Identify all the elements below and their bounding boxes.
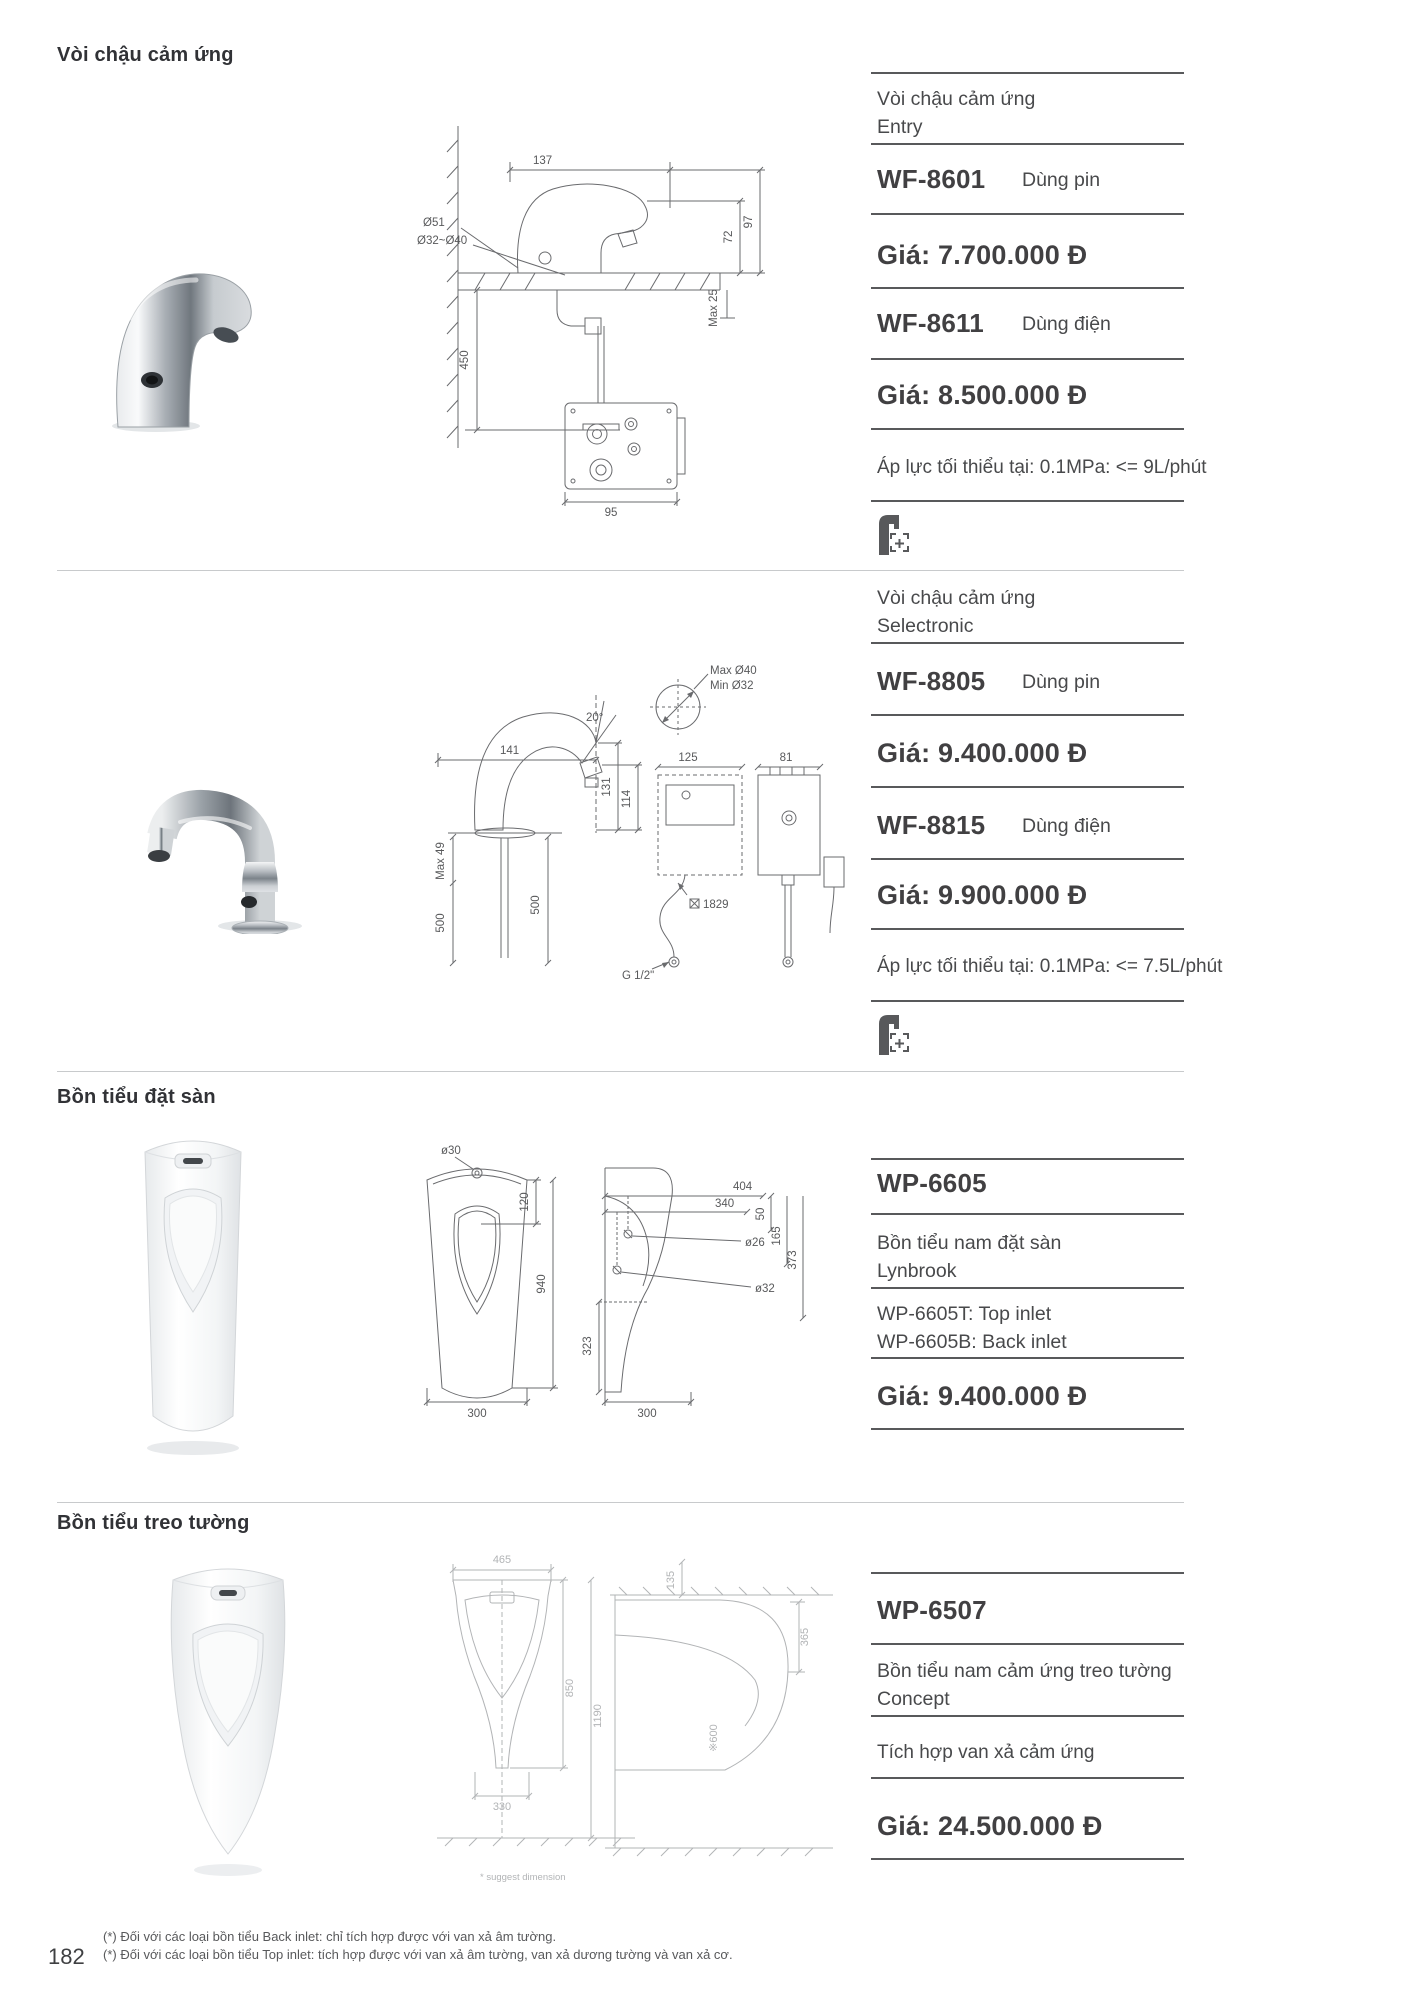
panel-rule	[871, 358, 1184, 360]
series-name-line1: Vòi chậu cảm ứng	[877, 587, 1036, 609]
section-title-voi-chau-cam-ung: Vòi chậu cảm ứng	[57, 44, 234, 66]
dim-label: 365	[799, 1627, 811, 1647]
dim-label: Ø32~Ø40	[417, 235, 468, 247]
dim-label: 340	[715, 1198, 735, 1210]
price: Giá: 8.500.000 Đ	[877, 380, 1088, 410]
dim-label: 1829	[703, 899, 729, 911]
model-code: WF-8601	[877, 164, 986, 194]
dim-label: 465	[492, 1554, 512, 1566]
panel-rule	[871, 1000, 1184, 1002]
product-photo-floor-urinal	[122, 1122, 264, 1458]
tech-drawing-selectronic-faucet	[390, 575, 860, 985]
feature-note: Tích hợp van xả cảm ứng	[877, 1742, 1095, 1763]
footnotes	[103, 1928, 733, 1963]
price: Giá: 9.400.000 Đ	[877, 1381, 1088, 1411]
dim-label: ※600	[708, 1724, 720, 1752]
dim-label: ø32	[755, 1283, 775, 1295]
sensor-faucet-icon	[877, 512, 911, 556]
panel-rule	[871, 1858, 1184, 1860]
dim-label: 95	[604, 507, 618, 519]
model-code: WP-6605	[877, 1168, 987, 1198]
pressure-note: Áp lực tối thiểu tại: 0.1MPa: <= 7.5L/phút	[877, 956, 1223, 977]
product-description-line1: Bồn tiểu nam đặt sàn	[877, 1232, 1062, 1254]
product-photo-selectronic-faucet	[108, 742, 333, 934]
dim-label: 120	[519, 1192, 531, 1212]
price: Giá: 24.500.000 Đ	[877, 1811, 1103, 1841]
dim-label: 300	[637, 1408, 657, 1420]
section-divider	[57, 1502, 1184, 1503]
dim-label: Ø51	[423, 217, 445, 229]
dim-label: 500	[530, 895, 542, 915]
panel-rule	[871, 1287, 1184, 1289]
panel-rule	[871, 1213, 1184, 1215]
variant-top-inlet: WP-6605T: Top inlet	[877, 1303, 1052, 1325]
model-code: WF-8611	[877, 308, 984, 338]
model-code: WP-6507	[877, 1595, 987, 1625]
dim-label: 500	[435, 913, 447, 933]
model-row	[877, 810, 1184, 844]
dim-label: 404	[733, 1181, 753, 1193]
power-type: Dùng điện	[1022, 815, 1111, 837]
model-code: WF-8805	[877, 666, 986, 696]
panel-rule	[871, 143, 1184, 145]
dim-label: Max 49	[435, 842, 447, 880]
model-row	[877, 1168, 1184, 1202]
variant-back-inlet: WP-6605B: Back inlet	[877, 1330, 1067, 1353]
dim-label: 323	[582, 1336, 594, 1356]
dim-label: ø30	[441, 1145, 461, 1157]
model-row	[877, 164, 1184, 198]
panel-rule	[871, 1715, 1184, 1717]
section-title-bon-tieu-dat-san: Bồn tiểu đặt sàn	[57, 1086, 216, 1108]
panel-rule	[871, 72, 1184, 74]
footnote-back-inlet: (*) Đối với các loại bồn tiểu Back inlet: chỉ tích hợp được với van xả âm tường.	[103, 1929, 557, 1944]
panel-rule	[871, 786, 1184, 788]
dim-label: 330	[492, 1801, 512, 1813]
section-divider	[57, 570, 1184, 571]
model-row	[877, 666, 1184, 700]
dim-label: 300	[467, 1408, 487, 1420]
panel-rule	[871, 1158, 1184, 1160]
dim-label: 850	[564, 1678, 576, 1698]
product-photo-wall-urinal	[152, 1548, 304, 1884]
dim-label: Max Ø40	[710, 665, 757, 677]
panel-rule	[871, 500, 1184, 502]
product-description	[877, 1230, 1061, 1285]
series-name	[877, 585, 1035, 640]
power-type: Dùng pin	[1022, 671, 1101, 693]
tech-drawing-entry-faucet	[415, 118, 775, 523]
pressure-note: Áp lực tối thiểu tại: 0.1MPa: <= 9L/phút	[877, 457, 1207, 478]
dim-label: 81	[779, 752, 793, 764]
section-divider	[57, 1071, 1184, 1072]
panel-rule	[871, 928, 1184, 930]
series-name	[877, 86, 1035, 141]
dim-label: Max 25	[708, 289, 720, 327]
dim-label: 137	[533, 155, 553, 167]
model-code: WF-8815	[877, 810, 986, 840]
panel-rule	[871, 1357, 1184, 1359]
dim-label: 72	[723, 230, 735, 244]
dim-label: 373	[787, 1250, 799, 1270]
product-description-line1: Bồn tiểu nam cảm ứng treo tường	[877, 1660, 1172, 1682]
dim-label: 940	[536, 1274, 548, 1294]
dim-label: 1190	[592, 1704, 604, 1728]
dim-label: 131	[601, 777, 613, 797]
panel-rule	[871, 858, 1184, 860]
series-name-line2: Selectronic	[877, 614, 974, 637]
series-name-line2: Entry	[877, 115, 923, 138]
panel-rule	[871, 714, 1184, 716]
dim-label: 450	[459, 350, 471, 370]
power-type: Dùng điện	[1022, 313, 1111, 335]
panel-rule	[871, 213, 1184, 215]
power-type: Dùng pin	[1022, 169, 1101, 191]
tech-drawing-wall-urinal	[395, 1540, 835, 1890]
panel-rule	[871, 642, 1184, 644]
model-row	[877, 308, 1184, 342]
dim-label: 20°	[586, 712, 604, 724]
dim-label: 125	[678, 752, 698, 764]
tech-drawing-floor-urinal	[415, 1140, 835, 1432]
dim-label: 141	[500, 745, 520, 757]
model-row	[877, 1595, 1184, 1629]
section-title-bon-tieu-treo-tuong: Bồn tiểu treo tường	[57, 1512, 250, 1534]
dim-label: G 1/2"	[622, 970, 655, 982]
series-name-line1: Vòi chậu cảm ứng	[877, 88, 1036, 110]
product-description-line2: Concept	[877, 1687, 950, 1710]
dim-label: 50	[755, 1207, 767, 1221]
dim-label: 165	[771, 1226, 783, 1246]
price: Giá: 9.400.000 Đ	[877, 738, 1088, 768]
panel-rule	[871, 1572, 1184, 1574]
drawing-caption: * suggest dimension	[480, 1872, 566, 1883]
footnote-top-inlet: (*) Đối với các loại bồn tiểu Top inlet: tích hợp được với van xả âm tường, van xả dương tường và van xả cơ.	[103, 1946, 733, 1962]
panel-rule	[871, 1643, 1184, 1645]
product-photo-entry-faucet	[100, 228, 265, 433]
panel-rule	[871, 1777, 1184, 1779]
panel-rule	[871, 428, 1184, 430]
page-number: 182	[48, 1944, 85, 1969]
dim-label: ø26	[745, 1237, 765, 1249]
dim-label: 97	[743, 215, 755, 229]
price: Giá: 9.900.000 Đ	[877, 880, 1088, 910]
panel-rule	[871, 287, 1184, 289]
dim-label: Min Ø32	[710, 680, 754, 692]
dim-label: 114	[621, 789, 633, 809]
dim-label: 135	[665, 1570, 677, 1590]
product-description-line2: Lynbrook	[877, 1259, 957, 1282]
panel-rule	[871, 1428, 1184, 1430]
variant-list	[877, 1301, 1067, 1356]
sensor-faucet-icon	[877, 1012, 911, 1056]
product-description	[877, 1658, 1172, 1713]
price: Giá: 7.700.000 Đ	[877, 240, 1088, 270]
